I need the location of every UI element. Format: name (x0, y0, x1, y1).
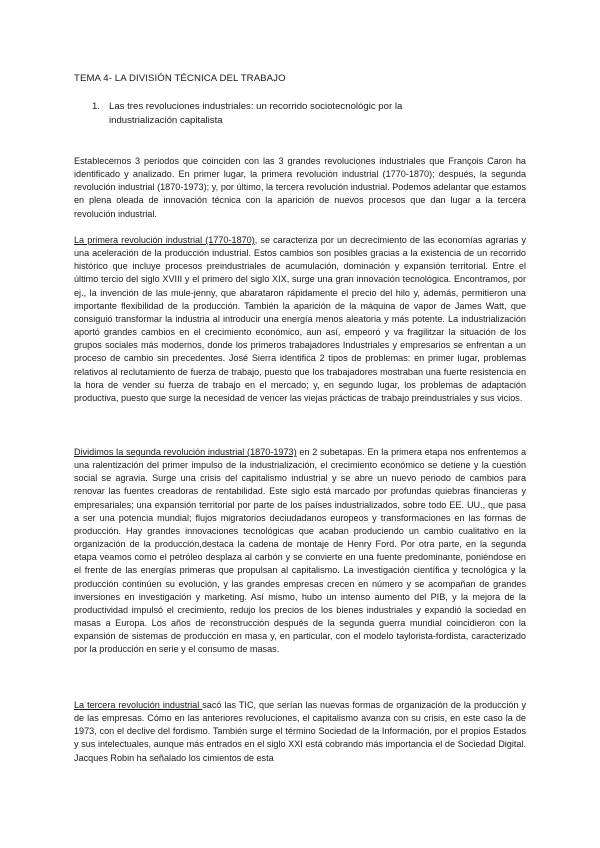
first-revolution-heading: La primera revolución industrial (1770-1870) (74, 235, 255, 245)
third-revolution-text: sacó las TIC, que serían las nuevas formas de organización de la producción y de las empresas. Cómo en las anteriores revoluciones, el capitalismo avanza con su crisis, en este caso la de 1973, con el declive del fordismo. También surge el término Sociedad de la Información, por el propios Estados y sus intelectuales, aunque más entrados en el siglo XXI está cobrando más importancia el de Sociedad Digital. Jacques Robin ha señalado los cimientos de esta (74, 700, 526, 763)
second-revolution-text: en 2 subetapas. En la primera etapa nos enfrentemos a una ralentización del primer impulso de la industrialización, el crecimiento económico se detiene y la cuestión social se agravia. Surge una crisis del capitalismo industrial y se abre un nuevo periodo de cambios para renovar las fuentes creadoras de rentabilidad. Este siglo está marcado por profundas quiebras financieras y empresariales; una expansión territorial por parte de los países industrializados, sobre todo EE. UU., que pasa a ser una potencia mundial; flujos migratorios deciudadanos europeos y transformaciones en las formas de producción. Hay grandes innovaciones tecnológicas que acaban produciendo un cambio cualitativo en la organización de la producción,destaca la cadena de montaje de Henry Ford. Por otra parte, en la segunda etapa veamos como el petróleo desplaza al carbón y se convierte en una fuente predominante, poniéndose en el frente de las energías primeras que propulsan al capitalismo. La investigación científica y tecnológica y la producción continúen su evolución, y las grandes empresas crecen en número y se acompañan de grandes inversiones en investigación y marketing. Así mismo, hubo un intenso aumento del PIB, y la mejora de la productividad impulsó el crecimiento, redujo los precios de los bienes industriales y expandió la sociedad en masas a Europa. Los años de reconstrucción después de la segunda guerra mundial coincidieron con la expansión de sistemas de producción en masa y, en particular, con el modelo taylorista-fordista, caracterizado por la producción en serie y el consumo de masas. (74, 447, 526, 655)
paragraph-first-revolution (74, 234, 526, 405)
paragraph-intro-text: Establecemos 3 periodos que coinciden con las 3 grandes revoluciones industriales que François Caron ha identificado y analizado. En primer lugar, la primera revolución industrial (1770-1870); después, la segunda revolución industrial (1870-1973); y, por último, la tercera revolución industrial. Podemos adelantar que estamos en plena oleada de innovación técnica con la aparición de nuevos procesos que dan lugar a la tercera revolución industrial. (74, 156, 526, 219)
paragraph-third-revolution (74, 699, 526, 765)
page-title: TEMA 4- LA DIVISIÓN TÉCNICA DEL TRABAJO (74, 73, 286, 84)
third-revolution-heading: La tercera revolución industrial (74, 700, 203, 710)
second-revolution-heading: Dividimos la segunda revolución industrial (1870-1973) (74, 447, 297, 457)
paragraph-intro (74, 155, 526, 221)
list-item (92, 100, 472, 128)
paragraph-second-revolution (74, 446, 526, 657)
first-revolution-text: , se caracteriza por un decrecimiento de las economías agrarias y una aceleración de la producción industrial. Estos cambios son posibles gracias a la existencia de un recorrido histórico que incluye procesos preindustriales de acumulación, dominación y expansión territorial. Entre el último tercio del siglo XVIII y el primero del siglo XIX, surge una gran innovación tecnológica. Encontramos, por ej., la invención de las mule-jenny, que abarataron rápidamente el precio del hilo y, además, permitieron una importante flexibilidad de la producción. También la aparición de la máquina de vapor de James Watt, que consiguió transformar la industria al introducir una energía menos aleatoria y más potente. La industrialización aportó grandes cambios en el crecimiento económico, aun así, empeoró y va fragilitzar la situación de los grupos sociales más modernos, donde los primeros trabajadores Industriales y empresarios se enfrentan a un proceso de cambio sin precedentes. José Sierra identifica 2 tipos de problemas: en primer lugar, problemas relativos al reclutamiento de fuerza de trabajo, puesto que los trabajadores mostraban una fuerte resistencia en la hora de vender su fuerza de trabajo en el mercado; y, en segundo lugar, los problemas de adaptación productiva, puesto que surge la necesidad de vencer las viejas prácticas de trabajo preindustriales y sus vicios. (74, 235, 526, 403)
list-item-number: 1. (92, 101, 101, 112)
list-item-text: Las tres revoluciones industriales: un recorrido sociotecnológic por la industrialización capitalista (109, 101, 403, 126)
